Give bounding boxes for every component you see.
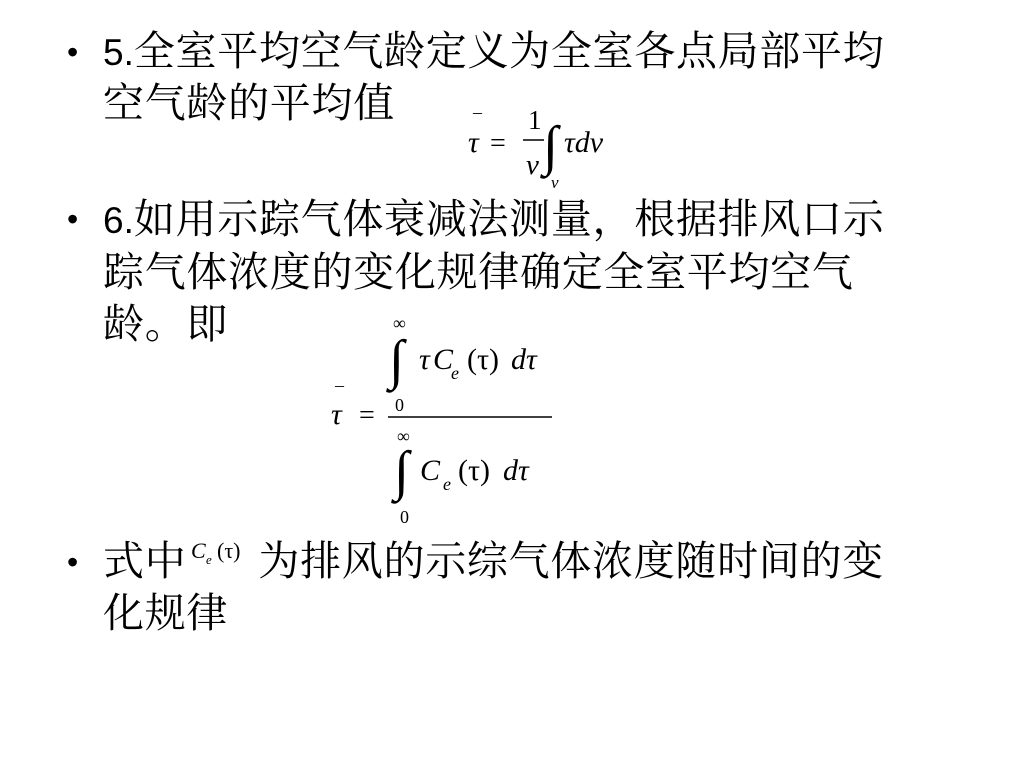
average-air-age-formula (465, 102, 620, 194)
formula-1-equals: = (490, 128, 506, 159)
bullet-6-number: 6. (103, 200, 134, 241)
bullet-6-line-2: 踪气体浓度的变化规律确定全室平均空气 (103, 248, 854, 296)
bullet-5-marker: • (67, 34, 79, 70)
formula-1-bar: – (473, 102, 482, 122)
bullet-6-line-3: 龄。即 (103, 300, 229, 348)
bullet-5-line-1 (103, 25, 884, 79)
bullet-7-text-1: 为排风的示综气体浓度随时间的变 (258, 537, 884, 585)
bullet-5-number: 5. (103, 32, 134, 73)
formula-1-integrand: τdv (564, 126, 604, 159)
inline-symbol-argument: (τ) (217, 538, 241, 563)
bullet-7-prefix: 式中 (103, 537, 187, 585)
mean-air-age-integral-formula (327, 311, 557, 526)
formula-2-numerator-differential: dτ (511, 343, 537, 376)
formula-2-equals: = (359, 400, 375, 431)
inline-symbol-subscript: e (206, 552, 212, 567)
formula-1-lower-limit: v (551, 173, 559, 192)
formula-2-numerator-subscript: e (451, 363, 459, 383)
formula-1-numerator: 1 (528, 105, 542, 135)
bullet-6-marker: • (67, 201, 79, 237)
formula-2-denominator-subscript: e (443, 474, 451, 494)
bullet-5-text-1: 全室平均空气龄定义为全室各点局部平均 (133, 27, 885, 75)
formula-2-numerator-upper-limit: ∞ (393, 313, 406, 333)
bullet-7-marker: • (67, 544, 79, 580)
formula-2-numerator-argument: (τ) (467, 343, 500, 376)
formula-2-tau: τ (331, 398, 342, 431)
formula-2-numerator-tau: τ (419, 343, 430, 376)
formula-2-denominator-integral: ∫ (394, 440, 410, 501)
formula-2-bar: – (335, 375, 344, 395)
formula-2-numerator-c: C (433, 343, 454, 376)
formula-2-denominator-c: C (420, 454, 441, 487)
formula-2-denominator-argument: (τ) (458, 454, 491, 487)
formula-2-numerator-integral: ∫ (389, 329, 405, 390)
formula-2-denominator-lower-limit: 0 (400, 507, 409, 527)
formula-2-denominator-upper-limit: ∞ (397, 426, 410, 446)
inline-symbol-c: C (191, 538, 206, 563)
formula-1-integral: ∫ (543, 115, 559, 176)
formula-2-denominator-differential: dτ (503, 454, 529, 487)
formula-2-numerator-lower-limit: 0 (395, 395, 404, 415)
bullet-7-line-2: 化规律 (103, 589, 229, 637)
bullet-6-line-1 (103, 193, 884, 247)
bullet-5-line-2: 空气龄的平均值 (103, 79, 395, 127)
formula-1-tau: τ (468, 126, 479, 159)
formula-1-denominator: v (526, 149, 539, 181)
bullet-6-text-1: 如用示踪气体衰减法测量，根据排风口示 (133, 195, 885, 243)
concentration-symbol (188, 536, 260, 570)
